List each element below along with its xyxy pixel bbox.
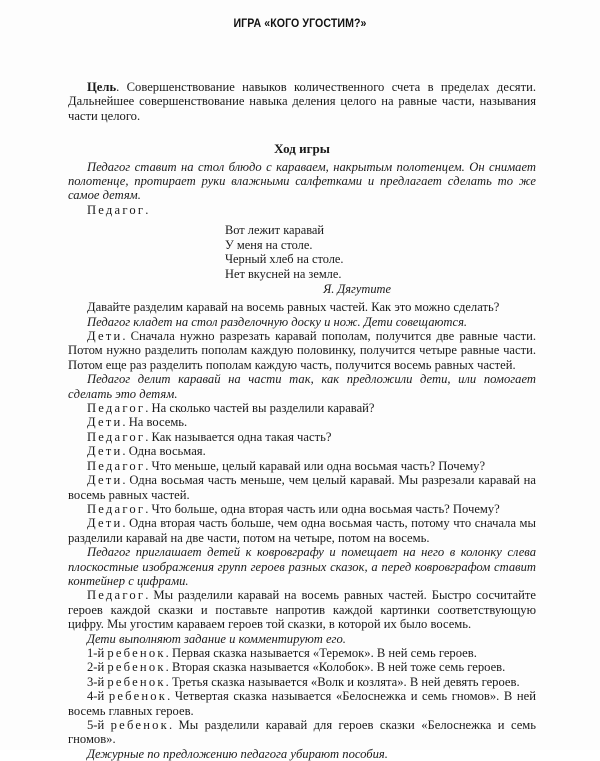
dialogue: [68, 300, 536, 761]
speaker-line: [68, 430, 536, 444]
speech-text: . Мы разделили каравай на восемь равных частей. Быстро сосчитайте героев каждой сказки и поставьте напротив каждой картинки соответствующую цифру. Мы угостим караваем героев той сказки, в которой их было восемь.: [68, 588, 536, 632]
child-number: 2-й: [87, 660, 105, 675]
speaker-name: Педагог: [87, 429, 146, 444]
speech-text: . Первая сказка называется «Теремок». В ней семь героев.: [165, 645, 477, 660]
speech-text: . Одна восьмая часть меньше, чем целый каравай. Мы разрезали каравай на восемь равных частей.: [68, 473, 536, 502]
poem-line: Нет вкусней на земле.: [225, 267, 342, 282]
child-line: [68, 689, 536, 718]
child-line: [68, 660, 536, 674]
speaker-name: Дети: [87, 516, 123, 531]
goal-label: Цель: [87, 80, 117, 94]
speech-text: . Вторая сказка называется «Колобок». В ней тоже семь героев.: [165, 660, 506, 675]
poem-line: Черный хлеб на столе.: [225, 252, 344, 267]
section-heading: Ход игры: [274, 141, 330, 157]
speech-text: . Мы разделили каравай для героев сказки «Белоснежка и семь гномов».: [68, 718, 536, 747]
poem-author: Я. Дягутите: [323, 281, 391, 296]
goal-text: . Совершенствование навыков количественного счета в пределах десяти. Дальнейшее совершенствование навыка деления целого на равные части, называния части целого.: [68, 80, 536, 123]
speaker-name: Педагог: [87, 501, 146, 516]
speaker-line: [68, 588, 536, 631]
speaker-line: [68, 329, 536, 372]
speaker-line: [68, 473, 536, 502]
speech-text: . Как называется одна такая часть?: [145, 429, 332, 444]
stage-direction: Педагог кладет на стол разделочную доску и нож. Дети совещаются.: [87, 314, 468, 329]
speech-text: . На сколько частей вы разделили каравай?: [145, 401, 375, 416]
goal-paragraph: [68, 80, 536, 123]
stage-direction: Педагог приглашает детей к ковровграфу и помещает на него в колонку слева плоскостные изображения групп героев разных сказок, а перед ковровграфом ставит контейнер с цифрами.: [68, 545, 536, 588]
speaker-name: Дети: [87, 473, 123, 488]
speaker-line: [68, 444, 536, 458]
speaker-line: [68, 516, 536, 545]
stage-direction: Дежурные по предложению педагога убирают пособия.: [87, 746, 388, 761]
child-line: [68, 718, 536, 747]
speaker-name: Педагог: [87, 588, 146, 603]
child-line: [68, 646, 536, 660]
speaker-line: [68, 502, 536, 516]
speaker-name: ребенок: [107, 674, 166, 689]
speech-text: . На восемь.: [122, 415, 188, 430]
poem: [225, 223, 536, 296]
speaker-name: Педагог: [87, 401, 146, 416]
poem-line: У меня на столе.: [225, 237, 313, 252]
speaker-line: [68, 401, 536, 415]
speech-text: . Одна вторая часть больше, чем одна восьмая часть, потому что сначала мы разделили каравай на две части, потом на четыре, потом на восемь.: [68, 516, 536, 545]
speaker-line: [68, 415, 536, 429]
document-body: [68, 80, 536, 761]
speech-text: . Что больше, одна вторая часть или одна восьмая часть? Почему?: [145, 501, 500, 516]
speech-line: Давайте разделим каравай на восемь равных частей. Как это можно сделать?: [87, 300, 500, 315]
speaker-name: Дети: [87, 329, 123, 344]
stage-direction: Педагог ставит на стол блюдо с караваем, накрытым полотенцем. Он снимает полотенце, протирает руки влажными салфетками и предлагает сделать то же самое детям.: [68, 159, 536, 203]
speaker-name: ребенок: [110, 718, 169, 732]
speaker-line: Педагог.: [87, 202, 149, 217]
speech-text: . Одна восьмая.: [122, 444, 206, 459]
child-number: 4-й: [87, 689, 105, 704]
poem-line: Вот лежит каравай: [225, 223, 325, 238]
speech-text: . Сначала нужно разрезать каравай пополам, получится две равные части. Потом нужно разделить пополам каждую половинку, получится четыре равные части. Потом еще раз разделить пополам каждую часть, получится восемь равных частей.: [68, 329, 536, 372]
speech-text: . Четвертая сказка называется «Белоснежка и семь гномов». В ней восемь главных героев.: [68, 689, 536, 718]
speech-text: . Что меньше, целый каравай или одна восьмая часть? Почему?: [145, 458, 486, 473]
speaker-name: Дети: [87, 444, 123, 459]
speaker-name: Дети: [87, 415, 123, 430]
stage-direction: Дети выполняют задание и комментируют его.: [87, 631, 346, 646]
speech-text: . Третья сказка называется «Волк и козлята». В ней девять героев.: [165, 674, 520, 689]
speaker-name: ребенок: [107, 660, 166, 675]
speaker-line: [68, 459, 536, 473]
stage-direction: Педагог делит каравай на части так, как предложили дети, или помогает сделать это детям.: [68, 372, 536, 401]
child-number: 3-й: [87, 674, 105, 689]
child-number: 1-й: [87, 645, 105, 660]
child-number: 5-й: [87, 718, 105, 732]
speaker-name: Педагог: [87, 458, 146, 473]
speaker-name: ребенок: [108, 689, 168, 704]
speaker-name: ребенок: [107, 645, 166, 660]
page-title: ИГРА «КОГО УГОСТИМ?»: [233, 18, 367, 30]
speaker-name: Педагог: [87, 202, 146, 217]
child-line: [68, 675, 536, 689]
